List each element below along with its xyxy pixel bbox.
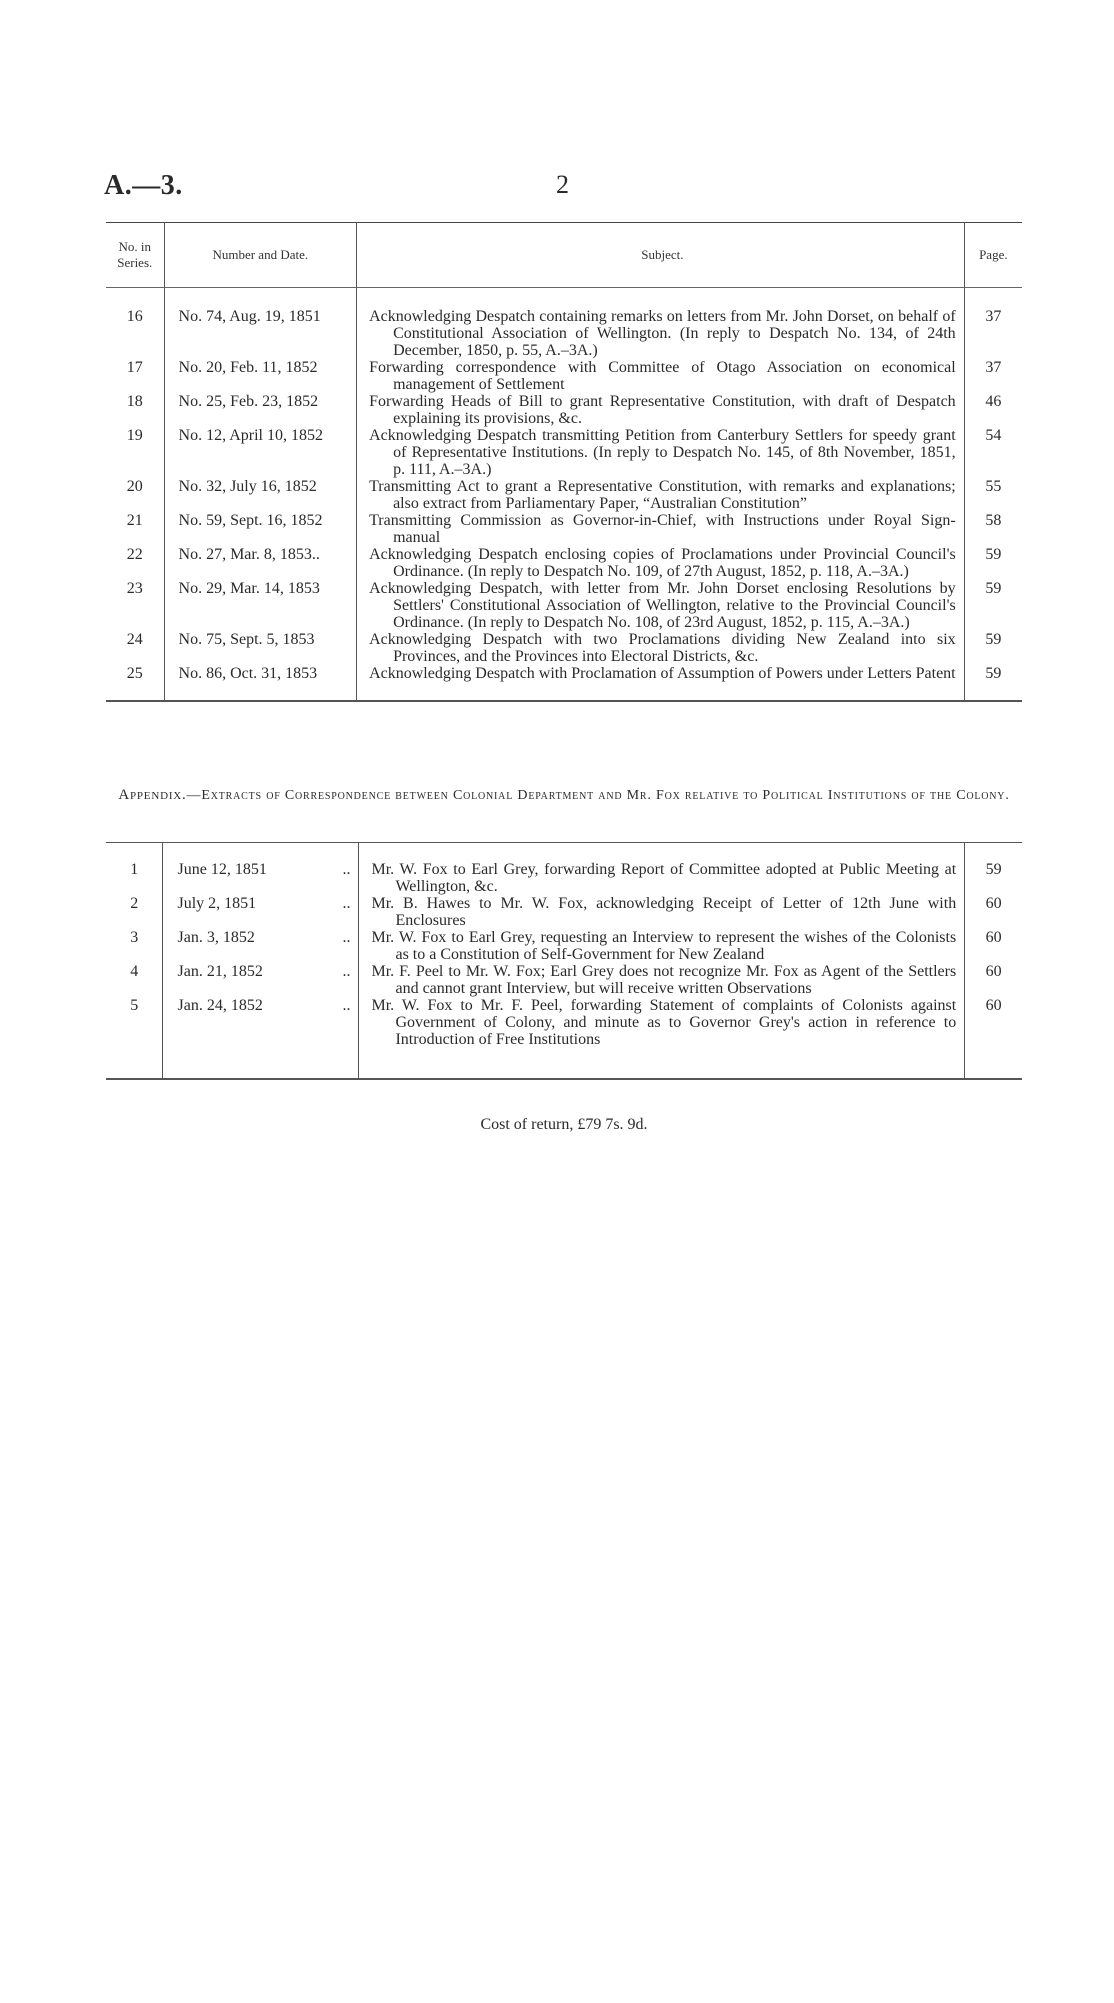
row-no: 3 [130, 929, 139, 946]
row-date-cell [163, 963, 359, 997]
row-dots: .. [342, 929, 351, 946]
row-page: 55 [964, 478, 1022, 512]
row-subject: Mr. W. Fox to Mr. F. Peel, forwarding Statement of complaints of Colonists against Government of Colony, and minute as to Governor Grey's action in reference to Introduction of Free Institutions [371, 997, 957, 1048]
row-subject-cell [359, 929, 965, 963]
column-header-subject: Subject. [357, 223, 965, 288]
table-row [106, 393, 1022, 427]
row-subject-cell [357, 478, 965, 512]
row-page: 59 [964, 665, 1022, 701]
row-date: No. 20, Feb. 11, 1852 [164, 359, 357, 393]
row-date: No. 27, Mar. 8, 1853.. [164, 546, 357, 580]
row-subject-cell [357, 546, 965, 580]
row-date: No. 29, Mar. 14, 1853 [164, 580, 357, 631]
row-dots: .. [342, 997, 351, 1014]
row-no: 19 [126, 427, 143, 444]
table-header-row [106, 223, 1022, 288]
row-subject-cell [357, 580, 965, 631]
table-row [106, 427, 1022, 478]
appendix-title-lead: Appendix. [118, 787, 187, 803]
table-row [106, 288, 1022, 360]
row-no: 22 [126, 546, 143, 563]
row-no: 17 [126, 359, 143, 376]
row-no: 25 [126, 665, 143, 682]
row-subject-cell [357, 631, 965, 665]
row-date: Jan. 24, 1852 [177, 997, 263, 1014]
row-date: No. 75, Sept. 5, 1853 [164, 631, 357, 665]
appendix-table [106, 842, 1022, 1080]
row-date: Jan. 3, 1852 [177, 929, 255, 946]
row-subject-cell [357, 288, 965, 360]
row-subject: Mr. W. Fox to Earl Grey, forwarding Report of Committee adopted at Public Meeting at Wellington, &c. [371, 861, 957, 895]
row-no: 21 [126, 512, 143, 529]
column-header-page: Page. [964, 223, 1022, 288]
row-date-cell [163, 929, 359, 963]
table-row [106, 512, 1022, 546]
row-subject: Acknowledging Despatch containing remarks on letters from Mr. John Dorset, on behalf of Constitutional Association of Wellington. (In reply to Despatch No. 134, of 24th December, 1850, p. 55, A.–3A.) [369, 308, 956, 359]
row-no: 4 [130, 963, 139, 980]
row-date: No. 32, July 16, 1852 [164, 478, 357, 512]
row-date: No. 25, Feb. 23, 1852 [164, 393, 357, 427]
row-dots: .. [342, 861, 351, 878]
row-subject-cell [357, 393, 965, 427]
row-date: No. 86, Oct. 31, 1853 [164, 665, 357, 701]
row-date: No. 59, Sept. 16, 1852 [164, 512, 357, 546]
row-date-cell [163, 895, 359, 929]
row-date: June 12, 1851 [177, 861, 267, 878]
row-subject-cell [359, 843, 965, 896]
row-page: 59 [965, 843, 1022, 896]
row-date: No. 12, April 10, 1852 [164, 427, 357, 478]
table-row [106, 580, 1022, 631]
document-code: A.—3. [104, 170, 183, 201]
table-row [106, 546, 1022, 580]
row-page: 54 [964, 427, 1022, 478]
row-subject: Forwarding Heads of Bill to grant Representative Constitution, with draft of Despatch explaining its provisions, &c. [369, 393, 956, 427]
row-dots: .. [342, 895, 351, 912]
table-row [106, 359, 1022, 393]
row-subject: Transmitting Commission as Governor-in-Chief, with Instructions under Royal Sign-manual [369, 512, 956, 546]
table-row [106, 665, 1022, 701]
row-page: 46 [964, 393, 1022, 427]
row-subject: Transmitting Act to grant a Representative Constitution, with remarks and explanations; also extract from Parliamentary Paper, “Australian Constitution” [369, 478, 956, 512]
row-no: 1 [130, 861, 139, 878]
column-header-date: Number and Date. [164, 223, 357, 288]
row-date-cell [163, 843, 359, 896]
row-date-cell [163, 997, 359, 1079]
row-no: 2 [130, 895, 139, 912]
row-subject: Acknowledging Despatch, with letter from Mr. John Dorset enclosing Resolutions by Settlers' Constitutional Association of Wellington, relative to the Provincial Council's Ordinance. (In reply to Despatch No. 108, of 23rd August, 1852, p. 115, A.–3A.) [369, 580, 956, 631]
row-page: 59 [964, 546, 1022, 580]
row-page: 58 [964, 512, 1022, 546]
row-dots: .. [342, 963, 351, 980]
page-number: 2 [556, 170, 569, 199]
table-row [106, 929, 1022, 963]
appendix-title-rest: —Extracts of Correspondence between Colonial Department and Mr. Fox relative to Political Institutions of the Colony. [186, 788, 1010, 803]
despatch-table [106, 222, 1022, 702]
row-no: 16 [126, 308, 143, 325]
row-date: No. 74, Aug. 19, 1851 [164, 288, 357, 360]
row-subject: Acknowledging Despatch enclosing copies of Proclamations under Provincial Council's Ordinance. (In reply to Despatch No. 109, of 27th August, 1852, p. 118, A.–3A.) [369, 546, 956, 580]
row-page: 59 [964, 631, 1022, 665]
row-date: July 2, 1851 [177, 895, 257, 912]
row-subject: Forwarding correspondence with Committee of Otago Association on economical management of Settlement [369, 359, 956, 393]
row-no: 23 [126, 580, 143, 597]
row-subject: Mr. F. Peel to Mr. W. Fox; Earl Grey does not recognize Mr. Fox as Agent of the Settlers and cannot grant Interview, but will receive written Observations [371, 963, 957, 997]
row-subject-cell [359, 895, 965, 929]
row-subject: Mr. W. Fox to Earl Grey, requesting an Interview to represent the wishes of the Colonists as to a Constitution of Self-Government for New Zealand [371, 929, 957, 963]
row-no: 5 [130, 997, 139, 1014]
row-subject-cell [359, 997, 965, 1079]
row-page: 60 [965, 929, 1022, 963]
row-subject-cell [357, 359, 965, 393]
cost-of-return: Cost of return, £79 7s. 9d. [480, 1116, 648, 1133]
row-page: 60 [965, 963, 1022, 997]
row-subject: Acknowledging Despatch transmitting Petition from Canterbury Settlers for speedy grant of Representative Institutions. (In reply to Despatch No. 145, of 8th November, 1851, p. 111, A.–3A.) [369, 427, 956, 478]
table-row [106, 895, 1022, 929]
appendix-title [106, 784, 1022, 807]
table-row [106, 843, 1022, 896]
row-subject: Mr. B. Hawes to Mr. W. Fox, acknowledging Receipt of Letter of 12th June with Enclosures [371, 895, 957, 929]
row-page: 37 [964, 359, 1022, 393]
row-subject: Acknowledging Despatch with Proclamation of Assumption of Powers under Letters Patent [369, 665, 956, 682]
row-subject-cell [357, 427, 965, 478]
table-row [106, 997, 1022, 1079]
row-page: 59 [964, 580, 1022, 631]
row-page: 60 [965, 895, 1022, 929]
table-row [106, 963, 1022, 997]
row-subject: Acknowledging Despatch with two Proclamations dividing New Zealand into six Provinces, and the Provinces into Electoral Districts, &c. [369, 631, 956, 665]
row-no: 18 [126, 393, 143, 410]
column-header-no: No. in Series. [106, 223, 164, 288]
row-page: 60 [965, 997, 1022, 1079]
table-row [106, 478, 1022, 512]
row-subject-cell [357, 512, 965, 546]
table-row [106, 631, 1022, 665]
row-subject-cell [359, 963, 965, 997]
row-subject-cell [357, 665, 965, 701]
row-no: 20 [126, 478, 143, 495]
row-date: Jan. 21, 1852 [177, 963, 263, 980]
row-page: 37 [964, 288, 1022, 360]
row-no: 24 [126, 631, 143, 648]
